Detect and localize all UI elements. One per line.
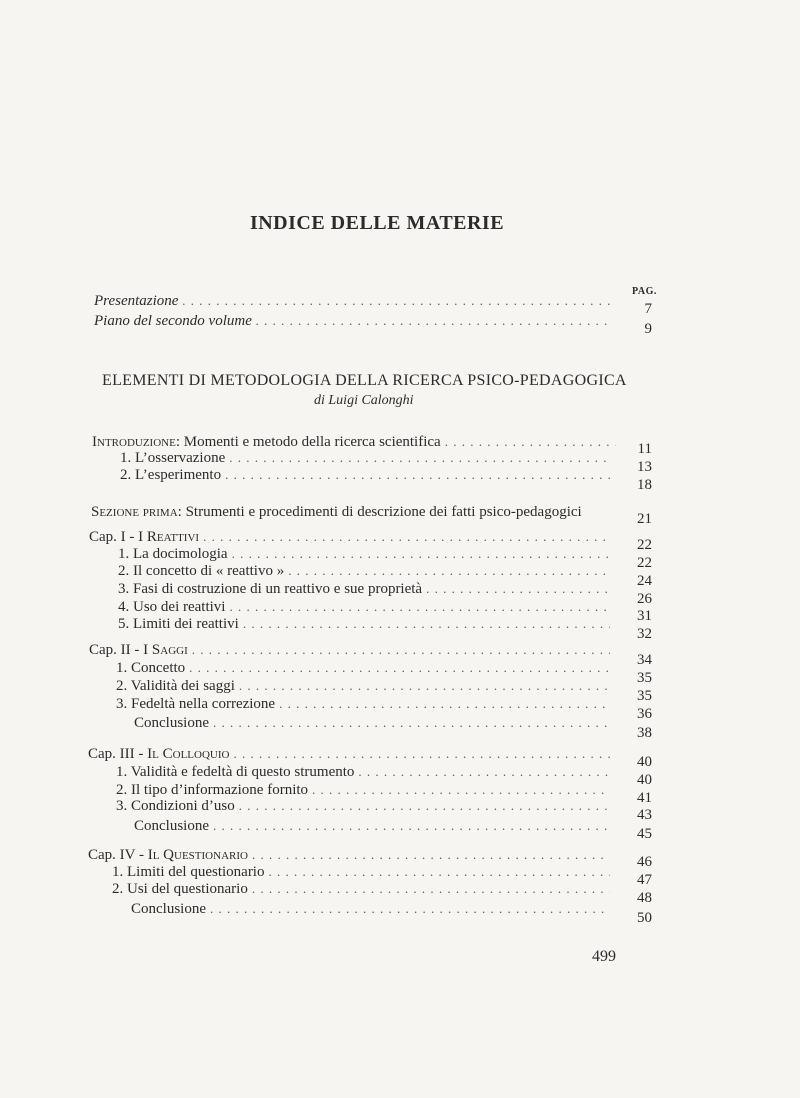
dot-leader — [252, 846, 610, 864]
dot-leader — [229, 598, 610, 616]
toc-entry-label: 3. Fasi di costruzione di un reattivo e sue proprietà — [118, 581, 423, 597]
toc-chapter — [89, 641, 614, 659]
toc-entry-label: Piano del secondo volume — [94, 313, 252, 329]
pag-column-label: PAG. — [632, 286, 657, 297]
toc-entry-label: Conclusione — [134, 715, 209, 731]
toc-entry-label: 2. Il concetto di « reattivo » — [118, 563, 285, 579]
dot-leader — [213, 714, 610, 732]
toc-entry-label: Il Colloquio — [147, 746, 230, 762]
toc-page-number: 41 — [637, 790, 652, 806]
toc-page-number: 9 — [644, 321, 652, 337]
dot-leader — [288, 562, 610, 580]
toc-page-number: 22 — [637, 555, 652, 571]
toc-prefix: Cap. I - — [89, 529, 139, 545]
toc-entry-label: 2. Usi del questionario — [112, 881, 248, 897]
toc-page-number: 45 — [637, 826, 652, 842]
toc-chapter — [88, 846, 614, 864]
toc-entry — [118, 562, 614, 580]
toc-entry-label: I Reattivi — [138, 529, 200, 545]
toc-page-number: 46 — [637, 854, 652, 870]
toc-entry — [118, 580, 614, 598]
toc-entry-label: 3. Fedeltà nella correzione — [116, 696, 276, 712]
toc-entry-label: 1. Concetto — [116, 660, 186, 676]
page-title: INDICE DELLE MATERIE — [249, 212, 505, 234]
dot-leader — [239, 797, 610, 815]
dot-leader — [189, 659, 610, 677]
toc-entry-label: 2. L’esperimento — [120, 467, 222, 483]
toc-page-number: 36 — [637, 706, 652, 722]
dot-leader — [232, 545, 610, 563]
toc-entry — [118, 615, 614, 633]
toc-entry — [120, 449, 614, 467]
toc-entry — [116, 677, 614, 695]
toc-entry — [131, 900, 614, 918]
author-line: di Luigi Calonghi — [314, 393, 414, 408]
toc-entry — [134, 714, 614, 732]
toc-page-number: 35 — [637, 670, 652, 686]
toc-entry-label: 1. Limiti del questionario — [112, 864, 265, 880]
toc-page-number: 40 — [637, 772, 652, 788]
toc-entry — [91, 503, 611, 521]
dot-leader — [252, 880, 610, 898]
toc-entry-label: Presentazione — [94, 293, 179, 309]
dot-leader — [210, 900, 610, 918]
toc-entry-label: 5. Limiti dei reattivi — [118, 616, 239, 632]
toc-page-number: 34 — [637, 652, 652, 668]
toc-entry-label: 2. Validità dei saggi — [116, 678, 235, 694]
dot-leader — [203, 528, 610, 546]
toc-entry-label: 1. Validità e fedeltà di questo strumento — [116, 764, 355, 780]
toc-page-number: 21 — [637, 511, 652, 527]
toc-chapter — [89, 528, 614, 546]
toc-page-number: 18 — [637, 477, 652, 493]
toc-chapter — [88, 745, 614, 763]
dot-leader — [256, 312, 610, 330]
toc-page-number: 32 — [637, 626, 652, 642]
toc-entry — [116, 695, 614, 713]
dot-leader — [426, 580, 610, 598]
toc-entry — [112, 863, 614, 881]
toc-prefix: Cap. IV - — [88, 847, 148, 863]
toc-page-number: 22 — [637, 537, 652, 553]
page-number: 499 — [592, 948, 616, 965]
dot-leader — [358, 763, 610, 781]
toc-entry-label: 3. Condizioni d’uso — [116, 798, 235, 814]
dot-leader — [182, 292, 610, 310]
toc-page-number: 50 — [637, 910, 652, 926]
toc-page-number: 13 — [637, 459, 652, 475]
toc-entry-presentazione — [94, 292, 614, 310]
toc-entry — [116, 797, 614, 815]
toc-entry — [118, 545, 614, 563]
dot-leader — [243, 615, 610, 633]
dot-leader — [225, 466, 610, 484]
toc-page-number: 40 — [637, 754, 652, 770]
toc-entry-piano — [94, 312, 614, 330]
dot-leader — [268, 863, 610, 881]
toc-entry — [120, 466, 614, 484]
toc-entry — [112, 880, 614, 898]
toc-prefix: Cap. III - — [88, 746, 148, 762]
toc-entry — [116, 763, 614, 781]
dot-leader — [229, 449, 610, 467]
toc-entry-label: 4. Uso dei reattivi — [118, 599, 226, 615]
toc-page-number: 24 — [637, 573, 652, 589]
toc-entry-label: 1. L’osservazione — [120, 450, 226, 466]
toc-prefix: Introduzione: — [92, 434, 180, 450]
toc-page-number: 48 — [637, 890, 652, 906]
toc-entry-label: Conclusione — [131, 901, 206, 917]
toc-entry — [134, 817, 614, 835]
section-heading: ELEMENTI DI METODOLOGIA DELLA RICERCA PSICO-PEDAGOGICA — [102, 372, 627, 389]
dot-leader — [239, 677, 610, 695]
toc-page-number: 11 — [637, 441, 652, 457]
toc-entry — [116, 659, 614, 677]
toc-entry-label: Il Questionario — [147, 847, 248, 863]
toc-page-number: 35 — [637, 688, 652, 704]
dot-leader — [279, 695, 610, 713]
toc-prefix: Sezione prima: — [91, 504, 182, 520]
toc-page-number: 43 — [637, 807, 652, 823]
toc-entry-label: 2. Il tipo d’informazione fornito — [116, 782, 309, 798]
toc-page-number: 31 — [637, 608, 652, 624]
toc-entry-label: 1. La docimologia — [118, 546, 228, 562]
toc-entry-label: Strumenti e procedimenti di descrizione dei fatti psico-pedagogici — [185, 504, 582, 520]
toc-entry-label: Momenti e metodo della ricerca scientifica — [183, 434, 441, 450]
dot-leader — [233, 745, 610, 763]
toc-page-number: 7 — [644, 301, 652, 317]
toc-page-number: 38 — [637, 725, 652, 741]
toc-prefix: Cap. II - — [89, 642, 144, 658]
toc-entry — [118, 598, 614, 616]
toc-page-number: 26 — [637, 591, 652, 607]
toc-page-number: 47 — [637, 872, 652, 888]
toc-entry-label: Conclusione — [134, 818, 209, 834]
dot-leader — [192, 641, 610, 659]
dot-leader — [213, 817, 610, 835]
toc-entry-label: I Saggi — [143, 642, 188, 658]
